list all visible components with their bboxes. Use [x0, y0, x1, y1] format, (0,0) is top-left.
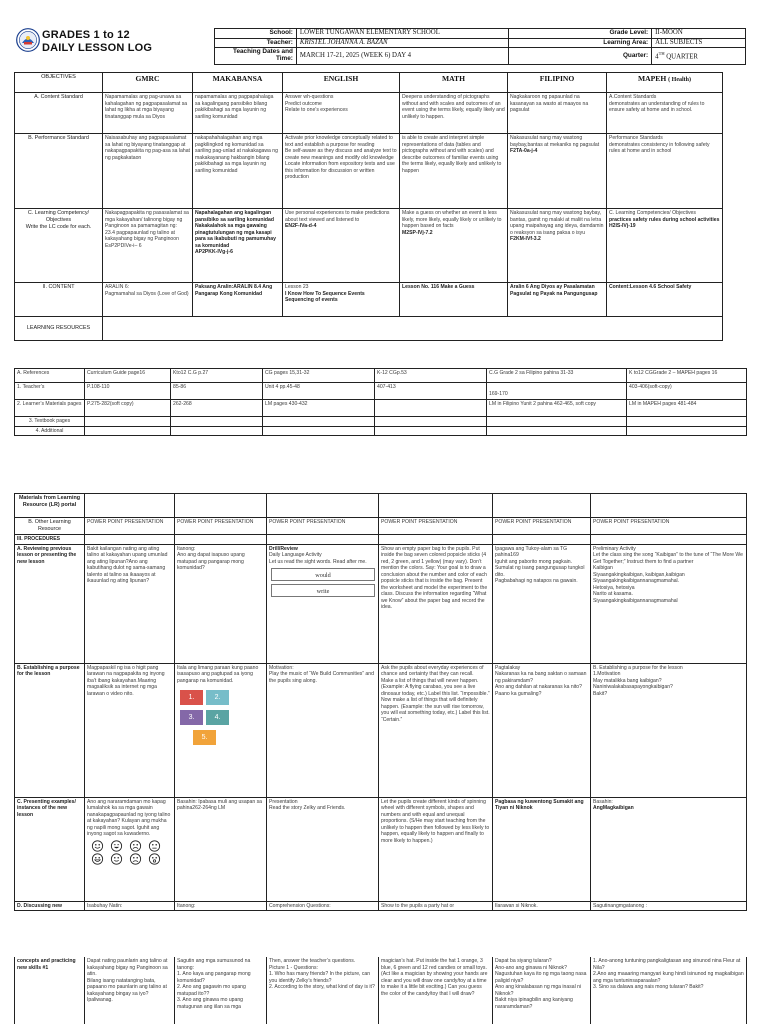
purpose-filipino: Pagtalakay Nakaranas ka na bang saktan o samaan ng pakiramdam? Ano ang dahilan at nakaranas ka nito? Paano ka gumaling?: [493, 663, 591, 797]
references-table: [14, 368, 747, 436]
performance-standard-math: is able to create and interpret simple representations of data (tables and pictographs without and with scales) and describe outcomes of familiar events using the terms likely, equally likely and unlikely to happen: [400, 134, 508, 209]
teachers-guide-filipino: 169-170: [487, 383, 627, 400]
references-english: CG pages 15,31-32: [263, 369, 375, 383]
learning-competency-english-code: EN2F-IVa-d-4: [285, 223, 317, 230]
learning-competency-math-text: Make a guess on whether an event is less likely, more likely, equally likely or unlikely to happen based on facts: [402, 210, 502, 230]
textbook-pages-math: [375, 417, 487, 427]
learning-competency-mapeh-bold: practices safety rules during school activities: [609, 216, 720, 223]
learning-competency-gmrc: Nakapagpapakita ng pasasalamat sa mga kakayahan/ talinong bigay ng Panginoon sa pamamagitan ng: 23.4 pagpapaunlad ng talino at kakayahang bigay ng Panginoon EsP2PDIVe-i– 6: [103, 209, 193, 283]
dates-value: MARCH 17-21, 2025 (WEEK 6) DAY 4: [296, 48, 508, 64]
learning-area-value: ALL SUBJECTS: [652, 38, 746, 48]
presenting-makabansa: Basahin: Ipabasa muli ang usapan sa pahina262-264ng LM: [175, 797, 267, 901]
learning-competency-filipino-text: Nakasusulat nang may wastong baybay, bantas, gamit ng malaki at maliit na letra upang maipahayag ang ideya, damdamin o reaksyon sa isang paksa o isyu: [510, 210, 604, 236]
additional-math: [375, 426, 487, 436]
content-standard-mapeh: A.Content Standards demonstrates an understanding of rules to ensure safety at home and in school.: [607, 93, 723, 134]
content-english: [283, 283, 400, 317]
title-line-2: DAILY LESSON LOG: [42, 41, 153, 54]
content-english-title: I Know How To Sequence Events: [285, 290, 365, 297]
procedures-english: [267, 535, 379, 545]
textbook-pages-label: 3. Textbook pages: [15, 417, 85, 427]
concepts-english: Then, answer the teacher’s questions. Picture 1 - Questions: 1. Who has many friends? In the picture, can you identify Zelky’s friends? 2. According to the story, what kind of day is it?: [267, 957, 379, 1024]
title-line-1: GRADES 1 to 12: [42, 29, 130, 41]
textbook-pages-filipino: [487, 417, 627, 427]
concepts-math: magician’s hat. Put inside the hat 1 orange, 3 blue, 6 green and 12 red candies or small toys. (Act like a magician by showing your hands are clear and you will draw one candy/toy at a time to make it a little bit exciting.) Can you guess the color of the candy/toy that I will draw?: [379, 957, 493, 1024]
reviewing-filipino: Ipagawa ang Tukoy-alam sa TG pahina169 Iguhit ang paborito mong pagkain. Sumulat ng isang pangungusap tungkol dito. Pagbabahagi ng natapos na gawain.: [493, 544, 591, 663]
presenting-gmrc-text: Ano ang nararamdaman mo kapag lumalahok ka sa mga gawain nanakapagpapaunlad ng iyong talino at kakayahan? Kulayan ang mukha ng napili mong sagot. Iguhit ang inyong sagot sa kuwaderno.: [87, 798, 171, 838]
numbered-boxes: [177, 684, 264, 752]
learners-materials-label: 2. Learner’s Materials pages: [15, 400, 85, 417]
learning-competency-makabansa-code: AP2PKK-IVg-j-6: [195, 249, 233, 256]
teachers-guide-english: Unit 4 pp.45-48: [263, 383, 375, 400]
procedures-continuation-table: [14, 957, 747, 1024]
procedures-mapeh: [591, 535, 747, 545]
learning-competency-filipino: [508, 209, 607, 283]
math-header: MATH: [400, 73, 508, 93]
teachers-guide-mapeh: 403-406(soft-copy): [627, 383, 747, 400]
content-mapeh-title: Content:Lesson 4.6 School Safety: [609, 284, 692, 290]
concepts-label: concepts and practicing new skills #1: [15, 957, 85, 1024]
discussing-filipino: Ilarawan si Niknok.: [493, 901, 591, 911]
grade-value: II-MOON: [652, 29, 746, 39]
learners-materials-math: [375, 400, 487, 417]
references-gmrc: Curriculum Guide page16: [85, 369, 171, 383]
content-gmrc: [103, 283, 193, 317]
reviewing-mapeh: Preliminary Activity Let the class sing the song “Kaibigan” to the tune of “The More We Get Together;” Instruct them to find a partner Kaibigan Siyaangakingkaibigan, kaibigan,kaibigan Siyaangakingkaibigannanagmamahal. Hetosiya, hetosiya Narito at kasama. Siyaangakingkaibigannanagmamahal: [591, 544, 747, 663]
learning-competency-title: C. Learning Competency/ Objectives: [27, 210, 90, 223]
textbook-pages-english: [263, 417, 375, 427]
presenting-math: Let the pupils create different kinds of spinning wheel with different symbols, shapes and numbers and with equal and unequal proportions. (S/He may start teaching from the unlikely to happen then followed by less likely to happen, equally likely to happen and finally to more likely to happen.): [379, 797, 493, 901]
discussing-label: D. Discussing new: [15, 901, 85, 911]
presenting-mapeh: [591, 797, 747, 901]
concepts-gmrc: Dapat nating paunlarin ang talino at kakayahang bigay ng Panginoon sa atin. Bilang isang natatanging bata, papaano mo paunlarin ang talino at kakayahang bingay sa iyo? Ipaliwanag.: [85, 957, 175, 1024]
objectives-table: [14, 72, 723, 341]
references-math: K-12 CGp.53: [375, 369, 487, 383]
learning-competency-makabansa-1: Napahalagahan ang kagalingan pansibiko sa sariling komunidad: [195, 210, 274, 223]
content-standard-english: Answer wh-questions Predict outcome Relate to one’s experiences: [283, 93, 400, 134]
presenting-filipino: [493, 797, 591, 901]
presenting-mapeh-basahin: Basahin:: [593, 798, 613, 805]
additional-english: [263, 426, 375, 436]
other-resource-label: B. Other Learning Resource: [15, 518, 85, 535]
learners-materials-gmrc: P.275-282(soft copy): [85, 400, 171, 417]
learners-materials-english: LM pages 430-432: [263, 400, 375, 417]
reviewing-english: [267, 544, 379, 663]
presenting-gmrc: [85, 797, 175, 901]
other-resource-gmrc: POWER POINT PRESENTATION: [85, 518, 175, 535]
performance-standard-mapeh: Performance Standards demonstrates consistency in following safety rules at home and in school: [607, 134, 723, 209]
purpose-makabansa-text: Itala ang limang paraan kung paano isasapuso ang pagtupad sa iyong pangarap na komunidad.: [177, 664, 259, 684]
procedures-filipino: [493, 535, 591, 545]
content-math: [400, 283, 508, 317]
learning-competency-label: [15, 209, 103, 283]
teachers-guide-label: 1. Teacher’s: [15, 383, 85, 400]
concepts-mapeh: 1. Ano-anong tuntuning pangkaligtasan ang sinunod nina Fleur at Nila? 2.Ano ang maaaring mangyari kung hindi isinunod ng magkaibigan ang mga tuntuninsaparaalan? 3. Sino sa dalawa ang nais mong tularan? Bakit?: [591, 957, 747, 1024]
sight-word-2: write: [271, 584, 375, 597]
content-makabansa-title: Paksang Aralin:ARALIN 8.4 Ang Pangarap Kong Komunidad: [195, 284, 273, 297]
other-resource-makabansa: POWER POINT PRESENTATION: [175, 518, 267, 535]
performance-standard-makabansa: nakapahahalagahan ang mga pagkilingkod ng komunidad sa sariling pag-unlad at nakakagawa ng makakayanang hakbangin bilang pakikibahagi sa mga layunin ng sariling komunidad: [193, 134, 283, 209]
presenting-mapeh-title: AngMagkaibigan: [593, 805, 634, 812]
presenting-filipino-title: Pagbasa ng kuwentong Sumakit ang Tiyan ni Niknok: [495, 798, 584, 812]
other-resource-math: POWER POINT PRESENTATION: [379, 518, 493, 535]
references-label: A. References: [15, 369, 85, 383]
references-filipino: C.G Grade 2 sa Filipino pahina 31-33: [487, 369, 627, 383]
school-value: LOWER TUNGAWAN ELEMENTARY SCHOOL: [296, 29, 508, 39]
other-resource-mapeh: POWER POINT PRESENTATION: [591, 518, 747, 535]
surprised-face-icon: [148, 853, 161, 865]
additional-mapeh: [627, 426, 747, 436]
mapeh-subtitle: ( Health): [668, 77, 691, 83]
learning-competency-makabansa-2: Nakakalahok sa mga gawaing pinagtutulungan ng mga kasapi para sa ikabubuti ng pamumuhay sa komunidad: [195, 223, 276, 249]
presenting-label: C. Presenting examples/ instances of the new lesson: [15, 797, 85, 901]
performance-standard-filipino-text: Nakasusulat nang may wastong baybay,bantas at mekaniks ng pagsulat: [510, 135, 600, 148]
content-standard-filipino: Nagkakaroon ng papaunlad na kasanayan sa wasto at maayos na pagsulat: [508, 93, 607, 134]
quarter-number: 4: [655, 52, 659, 60]
learning-competency-mapeh: [607, 209, 723, 283]
english-header: ENGLISH: [283, 73, 400, 93]
lr-portal-gmrc: [85, 494, 175, 518]
content-filipino: [508, 283, 607, 317]
purpose-english: Motivation: Play the music of “We Build Communities” and the pupils sing along.: [267, 663, 379, 797]
content-standard-gmrc: Napamamalas ang pag-unawa sa kahalagahan ng pagpapasalamat sa lahat ng likha at mga biyayang tinatanggap mula sa Diyos: [103, 93, 193, 134]
performance-standard-gmrc: Naisasabuhay ang pagpapasalamat sa lahat ng biyayang tinatanggap at nakapagpapakita ng pag-asa sa lahat ng pagkakataon: [103, 134, 193, 209]
textbook-pages-makabansa: [171, 417, 263, 427]
performance-standard-label: B. Performance Standard: [15, 134, 103, 209]
teacher-label: Teacher:: [215, 38, 297, 48]
learners-materials-mapeh: LM in MAPEH pages 481-484: [627, 400, 747, 417]
emoji-faces: [91, 840, 172, 865]
learning-competency-english: [283, 209, 400, 283]
reviewing-gmrc: Bakit kailangan nating ang ating talino at kakayahan upang umunlad ang ating lipunan?Ano ang kabutihang dulot ng sama-samang talento at talino sa ikaaayos at ikauunlad ng ating lipunan?: [85, 544, 175, 663]
laughing-face-icon: [110, 840, 123, 852]
references-mapeh: K to12 CGGrade 2 – MAPEH pages 16: [627, 369, 747, 383]
lr-portal-math: [379, 494, 493, 518]
textbook-pages-gmrc: [85, 417, 171, 427]
lr-portal-makabansa: [175, 494, 267, 518]
header-info-table: [214, 28, 746, 65]
content-math-title: Lesson No. 116 Make a Guess: [402, 284, 475, 290]
concepts-makabansa: Sagutin ang mga sumusunod na tanong: 1. Ano kaya ang pangarap mong komunidad? 2. Ano ang gagawin mo upang matupad ito?? 3. Ano ang ginawa mo upang matugunan ang iilan sa mga: [175, 957, 267, 1024]
performance-standard-english: Activate prior knowledge conceptually related to text and establish a purpose for reading Be self-aware as they discuss and analyze text to create new meanings and modify old knowledge Locate information from expository texts and use this information for discussion or written production: [283, 134, 400, 209]
textbook-pages-mapeh: [627, 417, 747, 427]
other-resource-english: POWER POINT PRESENTATION: [267, 518, 379, 535]
additional-makabansa: [171, 426, 263, 436]
teachers-guide-makabansa: 85-86: [171, 383, 263, 400]
teachers-guide-math: 407-413: [375, 383, 487, 400]
presenting-english: Presentation Read the story Zelky and Friends.: [267, 797, 379, 901]
quarter-word: QUARTER: [664, 52, 698, 60]
content-english-lesson: Lesson 23: [285, 284, 309, 290]
smiling-face-icon: [110, 853, 123, 865]
mapeh-header: [607, 73, 723, 93]
lr-portal-english: [267, 494, 379, 518]
performance-standard-filipino: [508, 134, 607, 209]
learning-competency-makabansa: [193, 209, 283, 283]
teachers-guide-gmrc: P.108-110: [85, 383, 171, 400]
grade-label: Grade Level:: [508, 29, 652, 39]
numbered-box-3: 3.: [180, 710, 203, 725]
quarter-suffix-sup: TH: [658, 50, 665, 56]
school-label: School:: [215, 29, 297, 39]
purpose-label: B. Establishing a purpose for the lesson: [15, 663, 85, 797]
quarter-label: Quarter:: [508, 48, 652, 64]
numbered-box-4: 4.: [206, 710, 229, 725]
concepts-filipino: Dapat ba siyang tularan? Ano-ano ang ginawa ni Niknok? Nagustuhan kaya ito ng mga taong nasa paligid niya? Ano ang kinalabasan ng mga inasal ni Niknok? Bakit niya ipinagbilin ang kaniyang nararamdaman?: [493, 957, 591, 1024]
content-gmrc-title: Pagmamahal sa Diyos (Love of God): [105, 290, 189, 297]
learners-materials-filipino: LM in Filipino Yunit 2 pahina 462-465, soft copy: [487, 400, 627, 417]
procedures-heading: III. PROCEDURES: [15, 535, 85, 545]
content-filipino-title: Aralin 6 Ang Diyos ay Pasalamatan Pagsulat ng Payak na Pangungusap: [510, 284, 598, 297]
other-resource-filipino: POWER POINT PRESENTATION: [493, 518, 591, 535]
additional-filipino: [487, 426, 627, 436]
learning-competency-mapeh-code: H2IS-IVj-19: [609, 223, 636, 230]
lr-portal-mapeh: [591, 494, 747, 518]
worried-face-icon: [148, 840, 161, 852]
learning-competency-math: [400, 209, 508, 283]
discussing-mapeh: Sagutinangmgatanong :: [591, 901, 747, 911]
dates-label-line-2: Time:: [275, 55, 293, 63]
happy-face-icon: [91, 840, 104, 852]
learning-resources-cell: [103, 317, 723, 341]
objectives-header: OBJECTIVES: [15, 73, 103, 93]
content-makabansa: [193, 283, 283, 317]
learning-competency-mapeh-text: C. Learning Competencies/ Objectives: [609, 210, 696, 216]
mapeh-title: MAPEH: [638, 74, 667, 83]
procedures-math: [379, 535, 493, 545]
learning-resources-label: LEARNING RESOURCES: [15, 317, 103, 341]
dates-label-line-1: Teaching Dates and: [233, 48, 293, 56]
learning-competency-math-code: M2SP-IVj-7.2: [402, 229, 433, 236]
procedures-gmrc: [85, 535, 175, 545]
numbered-box-5: 5.: [193, 730, 216, 745]
reviewing-makabansa: Itanong: Ano ang dapat isapuso upang matupad ang pangarap mong komunidad?: [175, 544, 267, 663]
learning-competency-filipino-code: F2KM-IVf-3.2: [510, 236, 541, 243]
learning-area-label: Learning Area:: [508, 38, 652, 48]
purpose-math: Ask the pupils about everyday experiences of chance and certainty that they can recall. Make a list of things that will never happen. (Example: A flying carabao, you see a live dinosaur today, etc.) Label this list. “Impossible.” Now make a list of things that will definitely happen. (Example: the sun will rise tomorrow, you will eat something today, etc.) Label this list. “Certain.”: [379, 663, 493, 797]
content-mapeh: [607, 283, 723, 317]
crying-face-icon: [129, 853, 142, 865]
reviewing-math: Show an empty paper bag to the pupils. Put inside the bag seven colored popsicle sticks (4 red, 2 green, and 1 yellow) (may vary). Don’t mention the colors. Say: Your goal is to draw a conclusion about the number and color of each popsicle sticks that is inside the bag. Present the worksheet and model the experiment to the class. Discuss the information regarding “What we Know” about the paper bag and record the idea.: [379, 544, 493, 663]
numbered-box-2: 2.: [206, 690, 229, 705]
sight-word-1: would: [271, 568, 375, 581]
content-english-subtitle: Sequencing of events: [285, 297, 338, 304]
numbered-box-1: 1.: [180, 690, 203, 705]
dates-label: [215, 48, 297, 64]
additional-gmrc: [85, 426, 171, 436]
makabansa-header: MAKABANSA: [193, 73, 283, 93]
reviewing-english-drill: Drill/Review: [269, 545, 298, 552]
filipino-header: FILIPINO: [508, 73, 607, 93]
learners-materials-makabansa: 262-268: [171, 400, 263, 417]
content-standard-math: Deepens understanding of pictographs without and with scales and outcomes of an event using the terms likely, equally likely and unlikely to happen.: [400, 93, 508, 134]
discussing-english: Comprehension Questions:: [267, 901, 379, 911]
content-standard-label: A. Content Standard: [15, 93, 103, 134]
teacher-value: KRISTEL JOHANNA A. BAZAN: [296, 38, 508, 48]
discussing-gmrc: Isabuhay Natin:: [85, 901, 175, 911]
content-standard-makabansa: napamamalas ang pagpapahalaga sa kagalingang pansibiko bilang pakikibahagi sa mga layunin ng sariling komunidad: [193, 93, 283, 134]
deped-seal-icon: [16, 28, 40, 52]
discussing-makabansa: Itanong:: [175, 901, 267, 911]
reviewing-label: A. Reviewing previous lesson or presenting the new lesson: [15, 544, 85, 663]
content-gmrc-aralin: ARALIN 6:: [105, 284, 130, 290]
learning-competency-english-text: Use personal experiences to make predictions about text viewed and listened to: [285, 210, 390, 223]
lr-portal-label: Materials from Learning Resource (LR) portal: [15, 494, 85, 518]
procedures-makabansa: [175, 535, 267, 545]
content-label: II. CONTENT: [15, 283, 103, 317]
discussing-math: Show to the pupils a party hat or: [379, 901, 493, 911]
purpose-gmrc: Magpapaskil ng isa o higit pang larawan na nagpapakita ng inyong iba’t ibang kakayahan.Maaring magsaliksik sa internet ng mga larawan o video nito.: [85, 663, 175, 797]
references-makabansa: Kto12 C.G p.27: [171, 369, 263, 383]
purpose-mapeh: B. Establishing a purpose for the lesson 1.Motivation May matalikka bang kaibigan? Naniniwalakabasapayongkaibigan? Bakit?: [591, 663, 747, 797]
purpose-makabansa: [175, 663, 267, 797]
document-title: [42, 29, 152, 55]
learning-competency-note: Write the LC code for each.: [25, 223, 92, 230]
performance-standard-filipino-code: F2TA-0a-j-4: [510, 148, 538, 155]
procedures-table: [14, 493, 747, 911]
sad-face-icon: [129, 840, 142, 852]
reviewing-english-text: Daily Language Activity Let us read the sight words. Read after me.: [269, 552, 367, 565]
additional-label: 4. Additional: [15, 426, 85, 436]
gmrc-header: GMRC: [103, 73, 193, 93]
grinning-face-icon: [91, 853, 104, 865]
lr-portal-filipino: [493, 494, 591, 518]
quarter-value: [652, 48, 746, 64]
